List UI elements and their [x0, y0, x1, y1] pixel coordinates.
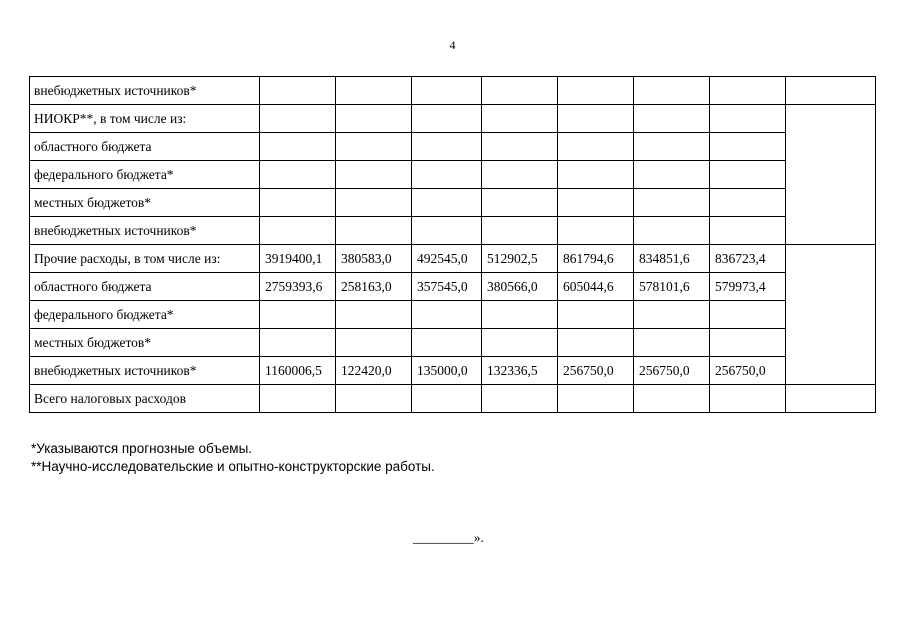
table-row — [30, 77, 876, 105]
table-cell — [634, 133, 710, 161]
footnote: **Научно-исследовательские и опытно-конструкторские работы. — [31, 459, 435, 474]
table-cell — [558, 329, 634, 357]
table-cell — [558, 133, 634, 161]
table-row — [30, 357, 876, 385]
footnotes — [31, 440, 435, 476]
table-cell — [336, 385, 412, 413]
table-cell: 579973,4 — [710, 273, 786, 301]
table-cell — [412, 161, 482, 189]
row-label: федерального бюджета* — [30, 301, 260, 329]
table-cell — [710, 189, 786, 217]
table-cell — [634, 189, 710, 217]
table-cell: 3919400,1 — [260, 245, 336, 273]
table-cell — [336, 301, 412, 329]
table-cell — [558, 385, 634, 413]
table-cell-extra — [786, 385, 876, 413]
table-cell: 256750,0 — [558, 357, 634, 385]
table-cell — [710, 329, 786, 357]
table-cell: 492545,0 — [412, 245, 482, 273]
row-label: местных бюджетов* — [30, 189, 260, 217]
table-cell — [558, 105, 634, 133]
table-cell — [710, 301, 786, 329]
table-cell: 135000,0 — [412, 357, 482, 385]
table-cell — [634, 77, 710, 105]
table-cell: 256750,0 — [710, 357, 786, 385]
table-cell — [558, 301, 634, 329]
table-cell-extra-merged — [786, 105, 876, 245]
table-cell — [634, 161, 710, 189]
table-row — [30, 273, 876, 301]
table-cell — [634, 385, 710, 413]
table-cell — [260, 133, 336, 161]
page-number: 4 — [449, 38, 456, 52]
table-cell — [482, 329, 558, 357]
table-row — [30, 329, 876, 357]
table-row — [30, 301, 876, 329]
table-cell — [336, 217, 412, 245]
table-cell: 357545,0 — [412, 273, 482, 301]
table-cell — [412, 189, 482, 217]
table-cell — [412, 301, 482, 329]
table-cell-extra-merged — [786, 245, 876, 385]
table-cell — [634, 301, 710, 329]
table-cell — [634, 105, 710, 133]
table-cell — [558, 217, 634, 245]
budget-table — [29, 76, 876, 413]
table-cell: 578101,6 — [634, 273, 710, 301]
table-cell: 512902,5 — [482, 245, 558, 273]
table-cell: 132336,5 — [482, 357, 558, 385]
table-cell — [260, 329, 336, 357]
table-cell — [558, 77, 634, 105]
table-cell — [412, 77, 482, 105]
table-row — [30, 385, 876, 413]
table-cell: 1160006,5 — [260, 357, 336, 385]
table-cell — [412, 329, 482, 357]
table-cell: 256750,0 — [634, 357, 710, 385]
table-row — [30, 217, 876, 245]
table-cell — [260, 161, 336, 189]
table-cell — [710, 217, 786, 245]
table-row — [30, 245, 876, 273]
row-label: НИОКР**, в том числе из: — [30, 105, 260, 133]
table-cell — [634, 329, 710, 357]
row-label: областного бюджета — [30, 273, 260, 301]
table-cell — [336, 77, 412, 105]
table-row — [30, 189, 876, 217]
table-cell — [482, 189, 558, 217]
table-cell — [336, 105, 412, 133]
table-cell — [412, 217, 482, 245]
table-cell — [260, 77, 336, 105]
table-cell — [558, 161, 634, 189]
row-label: местных бюджетов* — [30, 329, 260, 357]
table-cell — [412, 105, 482, 133]
table-cell — [260, 385, 336, 413]
table-cell — [336, 329, 412, 357]
table-cell — [482, 217, 558, 245]
row-label: Всего налоговых расходов — [30, 385, 260, 413]
table-cell: 861794,6 — [558, 245, 634, 273]
table-cell — [482, 301, 558, 329]
table-cell — [482, 105, 558, 133]
closing-line: _________». — [413, 530, 484, 545]
row-label: внебюджетных источников* — [30, 217, 260, 245]
table-cell: 2759393,6 — [260, 273, 336, 301]
row-label: федерального бюджета* — [30, 161, 260, 189]
table-cell — [482, 161, 558, 189]
table-cell — [482, 77, 558, 105]
table-cell: 122420,0 — [336, 357, 412, 385]
table-cell — [336, 133, 412, 161]
table-cell: 258163,0 — [336, 273, 412, 301]
table-cell — [710, 385, 786, 413]
table-cell — [558, 189, 634, 217]
table-row — [30, 133, 876, 161]
table-cell: 380566,0 — [482, 273, 558, 301]
table-cell — [336, 161, 412, 189]
table-cell — [710, 133, 786, 161]
footnote: *Указываются прогнозные объемы. — [31, 441, 253, 456]
row-label: внебюджетных источников* — [30, 77, 260, 105]
table-cell — [710, 161, 786, 189]
row-label: Прочие расходы, в том числе из: — [30, 245, 260, 273]
table-cell — [710, 105, 786, 133]
table-cell: 605044,6 — [558, 273, 634, 301]
table-cell — [482, 133, 558, 161]
table-cell-extra — [786, 77, 876, 105]
row-label: областного бюджета — [30, 133, 260, 161]
table-cell: 380583,0 — [336, 245, 412, 273]
table-cell — [260, 217, 336, 245]
table-row — [30, 105, 876, 133]
table-cell: 834851,6 — [634, 245, 710, 273]
table-cell: 836723,4 — [710, 245, 786, 273]
row-label: внебюджетных источников* — [30, 357, 260, 385]
table-cell — [482, 385, 558, 413]
table-cell — [634, 217, 710, 245]
table-cell — [260, 105, 336, 133]
table-cell — [412, 133, 482, 161]
table-cell — [260, 301, 336, 329]
table-row — [30, 161, 876, 189]
table-cell — [412, 385, 482, 413]
table-cell — [336, 189, 412, 217]
table-cell — [710, 77, 786, 105]
table-cell — [260, 189, 336, 217]
